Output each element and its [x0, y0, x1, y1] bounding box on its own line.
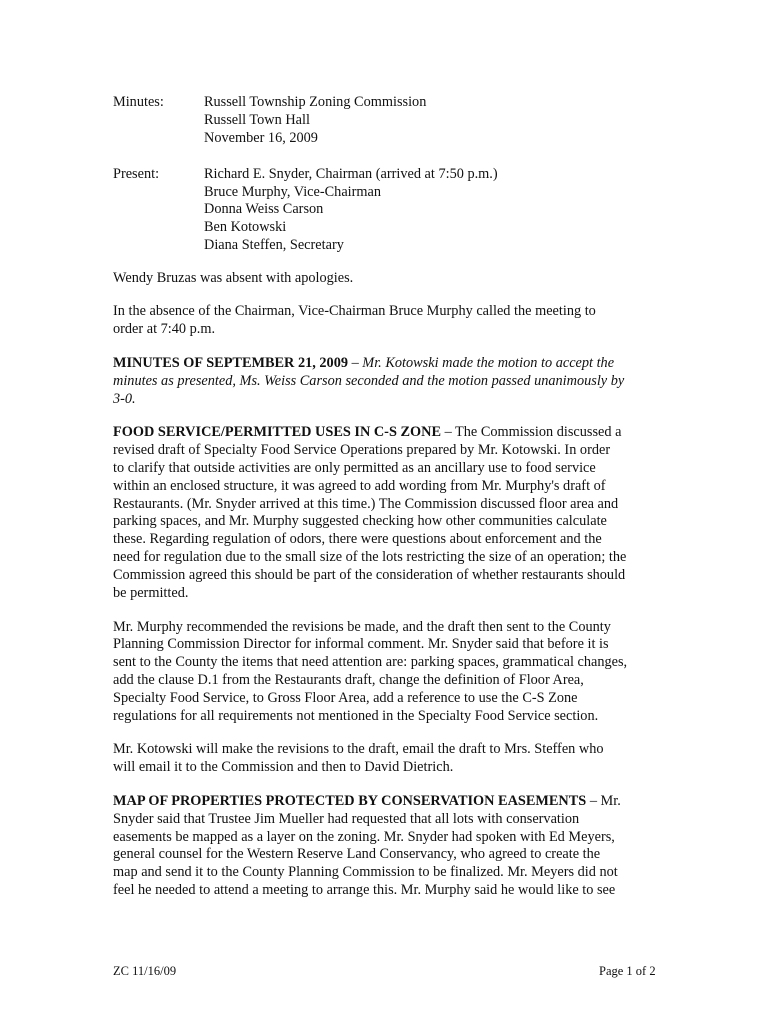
text-line: In the absence of the Chairman, Vice-Chairman Bruce Murphy called the meeting to: [113, 303, 596, 320]
text-line: need for regulation due to the small size of the lots restricting the size of an operation; the: [113, 549, 627, 566]
meeting-location: Russell Town Hall: [204, 111, 310, 128]
section-heading: FOOD SERVICE/PERMITTED USES IN C-S ZONE: [113, 423, 441, 440]
call-to-order-paragraph: [113, 303, 661, 339]
text-line: revised draft of Specialty Food Service Operations prepared by Mr. Kotowski. In order: [113, 441, 611, 458]
attendee: Bruce Murphy, Vice-Chairman: [204, 183, 382, 200]
text-line: within an enclosed structure, it was agreed to add wording from Mr. Murphy's draft of: [113, 477, 606, 494]
present-row: [113, 166, 673, 256]
section-text: – Mr. Kotowski made the motion to accept the: [348, 354, 615, 371]
section-heading: MINUTES OF SEPTEMBER 21, 2009: [113, 354, 348, 371]
text-line: parking spaces, and Mr. Murphy suggested checking how other communities calculate: [113, 513, 607, 530]
section-heading: MAP OF PROPERTIES PROTECTED BY CONSERVATION EASEMENTS: [113, 792, 587, 809]
text-line: Specialty Food Service, to Gross Floor Area, add a reference to use the C-S Zone: [113, 690, 578, 707]
text-line: minutes as presented, Ms. Weiss Carson seconded and the motion passed unanimously by: [113, 372, 625, 389]
attendee: Richard E. Snyder, Chairman (arrived at 7:50 p.m.): [204, 165, 498, 182]
text-line: map and send it to the County Planning Commission to be finalized. Mr. Meyers did not: [113, 864, 618, 881]
text-line: regulations for all requirements not mentioned in the Specialty Food Service section.: [113, 708, 599, 725]
attendee: Donna Weiss Carson: [204, 201, 324, 218]
text-line: Planning Commission Director for informal comment. Mr. Snyder said that before it is: [113, 636, 609, 653]
attendee: Ben Kotowski: [204, 219, 287, 236]
absence-paragraph: [113, 270, 661, 288]
revisions-paragraph: [113, 619, 661, 726]
present-label: Present:: [113, 165, 160, 182]
commission-name: Russell Township Zoning Commission: [204, 94, 427, 110]
attendee-list: [204, 166, 498, 256]
text-line: [113, 793, 661, 811]
footer-document-id: ZC 11/16/09: [113, 964, 177, 978]
minutes-row: [113, 94, 673, 148]
text-line: to clarify that outside activities are only permitted as an ancillary use to food service: [113, 459, 596, 476]
section-text: – The Commission discussed a: [441, 423, 622, 440]
text-line: will email it to the Commission and then to David Dietrich.: [113, 759, 454, 776]
attendee: Diana Steffen, Secretary: [204, 237, 344, 254]
text-line: Mr. Murphy recommended the revisions be made, and the draft then sent to the County: [113, 618, 611, 635]
text-line: Snyder said that Trustee Jim Mueller had requested that all lots with conservation: [113, 810, 580, 827]
text-line: general counsel for the Western Reserve Land Conservancy, who agreed to create the: [113, 846, 601, 863]
text-line: easements be mapped as a layer on the zoning. Mr. Snyder had spoken with Ed Meyers,: [113, 828, 615, 845]
text-line: Wendy Bruzas was absent with apologies.: [113, 270, 354, 286]
text-line: [113, 355, 661, 373]
minutes-header: [113, 94, 673, 255]
text-line: add the clause D.1 from the Restaurants draft, change the definition of Floor Area,: [113, 672, 584, 689]
food-service-paragraph: [113, 424, 661, 603]
text-line: order at 7:40 p.m.: [113, 321, 216, 338]
text-line: Mr. Kotowski will make the revisions to the draft, email the draft to Mrs. Steffen who: [113, 741, 604, 758]
kotowski-paragraph: [113, 741, 661, 777]
text-line: feel he needed to attend a meeting to arrange this. Mr. Murphy said he would like to see: [113, 882, 616, 899]
text-line: sent to the County the items that need attention are: parking spaces, grammatical changes,: [113, 654, 628, 671]
meeting-date: November 16, 2009: [204, 129, 318, 146]
text-line: 3-0.: [113, 390, 136, 407]
minutes-label: Minutes:: [113, 94, 164, 110]
footer-page-number: Page 1 of 2: [599, 964, 656, 978]
minutes-body: [113, 270, 661, 916]
text-line: be permitted.: [113, 585, 189, 602]
text-line: [113, 424, 661, 442]
minutes-approval-paragraph: [113, 355, 661, 409]
minutes-info: [204, 94, 426, 148]
text-line: Restaurants. (Mr. Snyder arrived at this time.) The Commission discussed floor area and: [113, 495, 619, 512]
text-line: these. Regarding regulation of odors, there were questions about enforcement and the: [113, 531, 602, 548]
conservation-map-paragraph: [113, 793, 661, 900]
section-text: – Mr.: [586, 792, 621, 809]
text-line: Commission agreed this should be part of the consideration of whether restaurants should: [113, 567, 626, 584]
